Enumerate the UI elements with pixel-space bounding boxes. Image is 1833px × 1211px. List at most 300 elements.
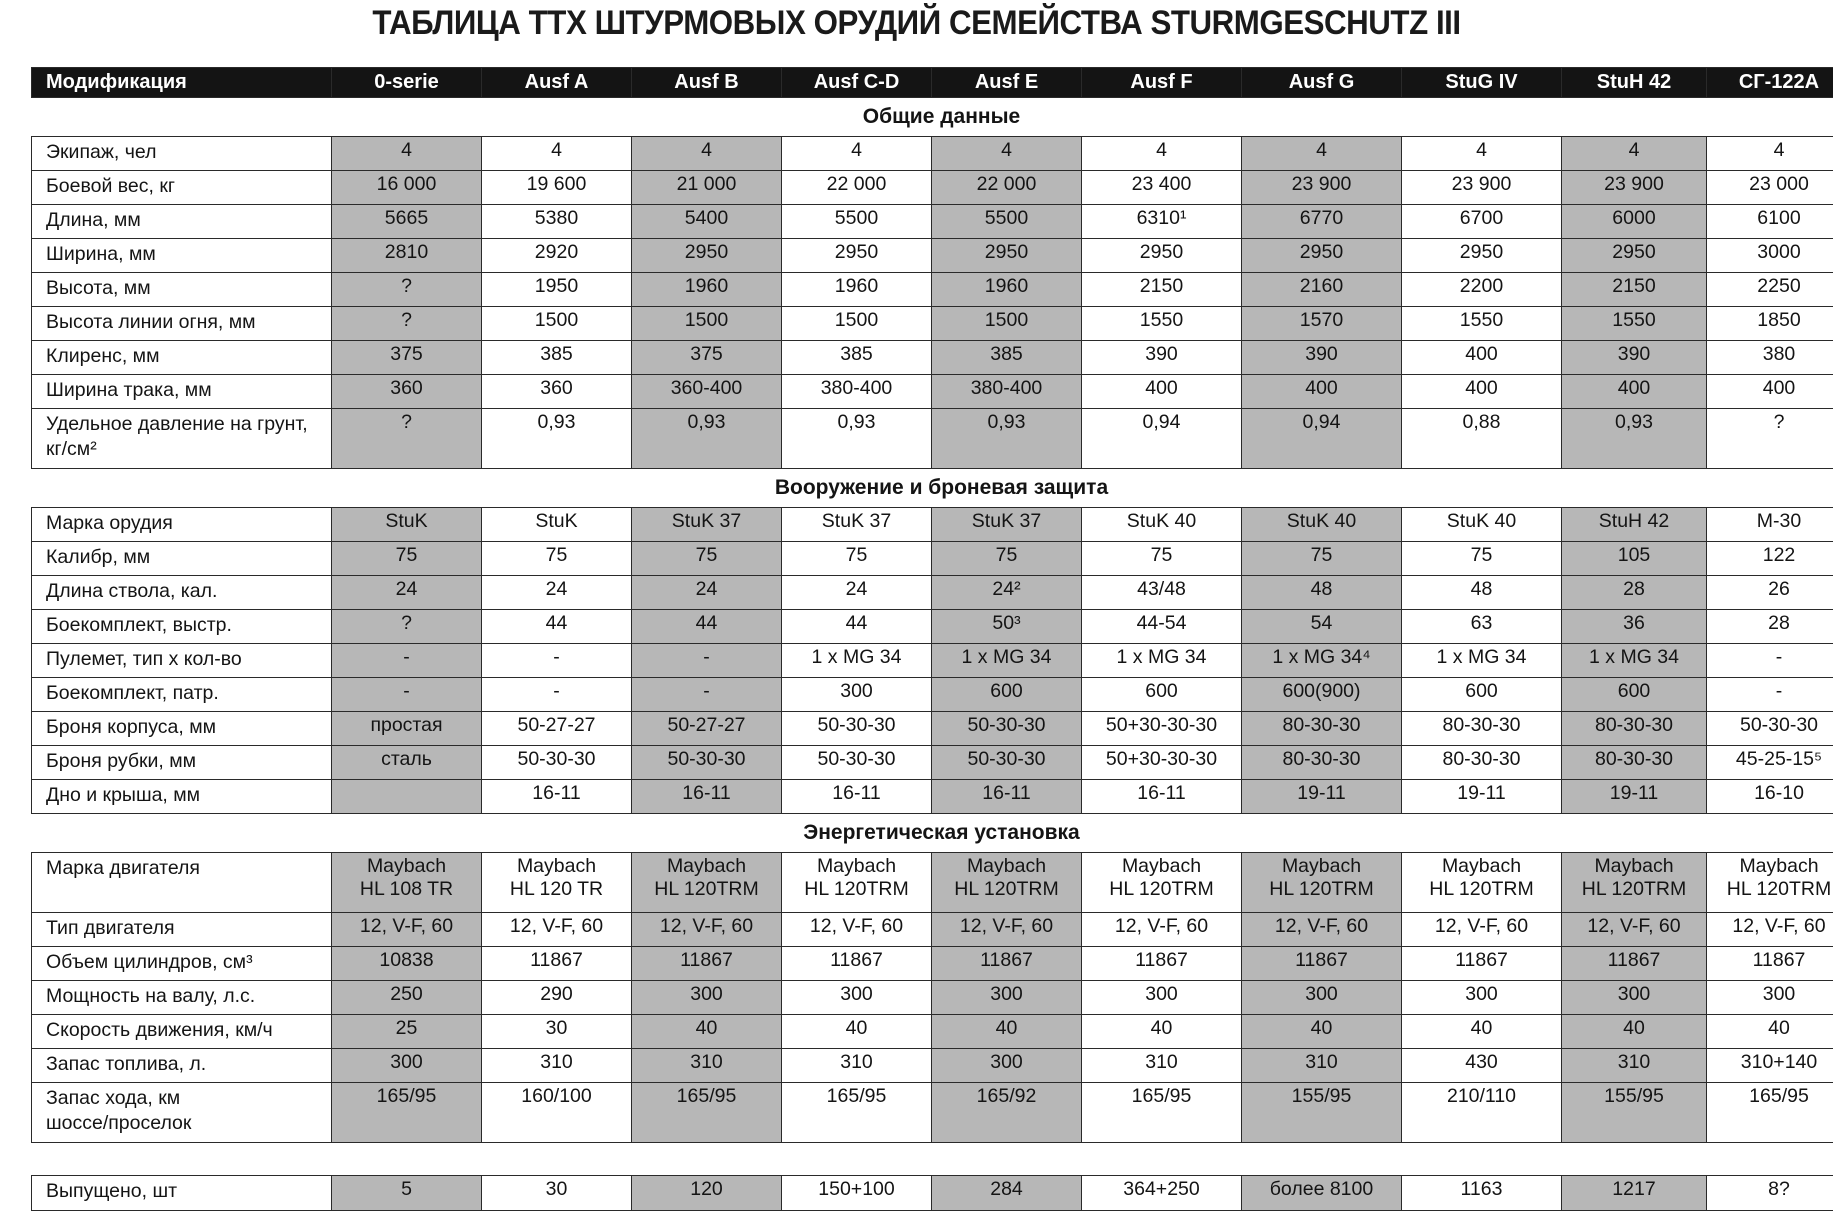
table-cell: 300 [1082, 981, 1242, 1015]
table-cell: 5500 [782, 205, 932, 239]
table-cell: 400 [1402, 375, 1562, 409]
table-cell: ? [332, 610, 482, 644]
table-cell: StuK [482, 508, 632, 542]
table-body [32, 98, 1833, 1211]
table-cell: 26 [1707, 576, 1833, 610]
table-cell: 75 [782, 542, 932, 576]
table-cell: 1 x MG 34 [782, 644, 932, 678]
table-cell: Maybach HL 120TRM [1242, 853, 1402, 913]
table-cell: 600 [1562, 678, 1707, 712]
table-cell: 12, V-F, 60 [1242, 913, 1402, 947]
table-cell: 24 [482, 576, 632, 610]
table-cell: StuK 40 [1402, 508, 1562, 542]
table-cell: 16-11 [632, 780, 782, 814]
header-column: СГ-122А [1707, 68, 1833, 98]
table-cell: 250 [332, 981, 482, 1015]
header-column: StuH 42 [1562, 68, 1707, 98]
table-cell: 23 400 [1082, 171, 1242, 205]
table-row [32, 981, 1833, 1015]
table-cell: 155/95 [1242, 1083, 1402, 1143]
header-column: Ausf C-D [782, 68, 932, 98]
table-cell: 44 [482, 610, 632, 644]
table-cell: - [1707, 678, 1833, 712]
table-row [32, 508, 1833, 542]
row-label: Тип двигателя [32, 913, 332, 947]
row-label: Ширина, мм [32, 239, 332, 273]
table-cell: 6770 [1242, 205, 1402, 239]
table-cell: 600 [932, 678, 1082, 712]
table-cell: 50+30-30-30 [1082, 712, 1242, 746]
table-cell: 2950 [1402, 239, 1562, 273]
table-cell: 12, V-F, 60 [1562, 913, 1707, 947]
table-cell: 600 [1402, 678, 1562, 712]
table-cell: 4 [632, 137, 782, 171]
section-header-row [32, 814, 1833, 853]
table-cell: 19-11 [1562, 780, 1707, 814]
table-cell: 22 000 [782, 171, 932, 205]
table-cell: 300 [632, 981, 782, 1015]
table-cell: 2950 [1562, 239, 1707, 273]
table-cell: 390 [1562, 341, 1707, 375]
table-cell: 11867 [1242, 947, 1402, 981]
row-label: Дно и крыша, мм [32, 780, 332, 814]
table-row [32, 239, 1833, 273]
table-cell: 22 000 [932, 171, 1082, 205]
table-cell: 50-27-27 [482, 712, 632, 746]
table-cell: 50-30-30 [1707, 712, 1833, 746]
table-cell: 4 [782, 137, 932, 171]
table-cell: Maybach HL 108 TR [332, 853, 482, 913]
table-cell: 6100 [1707, 205, 1833, 239]
table-cell: 40 [1242, 1015, 1402, 1049]
table-cell: Maybach HL 120TRM [632, 853, 782, 913]
table-cell: 5400 [632, 205, 782, 239]
table-cell: более 8100 [1242, 1176, 1402, 1211]
table-cell: 1500 [782, 307, 932, 341]
table-cell: 1960 [632, 273, 782, 307]
table-row [32, 712, 1833, 746]
row-label: Боевой вес, кг [32, 171, 332, 205]
row-label: Высота линии огня, мм [32, 307, 332, 341]
table-cell: 4 [1707, 137, 1833, 171]
table-header-row [32, 68, 1833, 98]
section-title: Энергетическая установка [32, 814, 1833, 853]
header-column: Ausf E [932, 68, 1082, 98]
table-cell: 290 [482, 981, 632, 1015]
table-cell: 16-11 [482, 780, 632, 814]
table-cell: 2920 [482, 239, 632, 273]
row-label: Высота, мм [32, 273, 332, 307]
table-cell: 310+140 [1707, 1049, 1833, 1083]
table-cell: 300 [332, 1049, 482, 1083]
table-row [32, 780, 1833, 814]
table-cell: 44 [782, 610, 932, 644]
table-row [32, 307, 1833, 341]
table-cell: 8? [1707, 1176, 1833, 1211]
table-cell: - [332, 678, 482, 712]
table-cell: 385 [782, 341, 932, 375]
row-label: Мощность на валу, л.с. [32, 981, 332, 1015]
table-cell: 1500 [482, 307, 632, 341]
table-row [32, 1015, 1833, 1049]
table-cell: 364+250 [1082, 1176, 1242, 1211]
table-cell: 380-400 [932, 375, 1082, 409]
section-header-row [32, 469, 1833, 508]
table-row [32, 409, 1833, 469]
table-cell: 1550 [1082, 307, 1242, 341]
table-cell: 4 [1242, 137, 1402, 171]
table-cell: 2150 [1562, 273, 1707, 307]
table-cell: 43/48 [1082, 576, 1242, 610]
table-cell: 19-11 [1402, 780, 1562, 814]
table-cell: 48 [1402, 576, 1562, 610]
table-cell: 400 [1707, 375, 1833, 409]
table-cell: 1550 [1562, 307, 1707, 341]
header-column: Ausf B [632, 68, 782, 98]
table-cell: 50-30-30 [932, 746, 1082, 780]
row-label: Запас хода, км шоссе/проселок [32, 1083, 332, 1143]
table-cell: 310 [482, 1049, 632, 1083]
table-cell: 80-30-30 [1242, 712, 1402, 746]
table-cell: 23 900 [1242, 171, 1402, 205]
table-cell: 12, V-F, 60 [482, 913, 632, 947]
table-cell: 16-11 [932, 780, 1082, 814]
table-cell: 122 [1707, 542, 1833, 576]
table-cell: 150+100 [782, 1176, 932, 1211]
table-cell: StuK 40 [1082, 508, 1242, 542]
table-cell: 300 [1707, 981, 1833, 1015]
table-cell: 6310¹ [1082, 205, 1242, 239]
table-cell: 24 [332, 576, 482, 610]
table-cell: - [482, 678, 632, 712]
table-cell: 23 900 [1562, 171, 1707, 205]
table-cell: 1163 [1402, 1176, 1562, 1211]
table-cell: простая [332, 712, 482, 746]
row-label: Броня рубки, мм [32, 746, 332, 780]
table-cell: 385 [482, 341, 632, 375]
header-label-column: Модификация [32, 68, 332, 98]
table-cell: 1500 [932, 307, 1082, 341]
table-cell: 80-30-30 [1402, 712, 1562, 746]
table-cell: 360-400 [632, 375, 782, 409]
table-cell: 400 [1562, 375, 1707, 409]
row-label: Скорость движения, км/ч [32, 1015, 332, 1049]
table-cell: 385 [932, 341, 1082, 375]
table-cell: 2160 [1242, 273, 1402, 307]
table-cell: 75 [1402, 542, 1562, 576]
table-cell: ? [1707, 409, 1833, 469]
table-cell: 75 [482, 542, 632, 576]
table-cell: 2150 [1082, 273, 1242, 307]
table-cell: 1 x MG 34 [1082, 644, 1242, 678]
table-cell: 1960 [782, 273, 932, 307]
table-cell: StuK [332, 508, 482, 542]
table-cell: 50-30-30 [932, 712, 1082, 746]
table-cell: 16-10 [1707, 780, 1833, 814]
table-cell: 50+30-30-30 [1082, 746, 1242, 780]
table-cell: 5 [332, 1176, 482, 1211]
table-row [32, 542, 1833, 576]
table-cell: 1 x MG 34 [932, 644, 1082, 678]
table-cell: 80-30-30 [1562, 746, 1707, 780]
table-cell: сталь [332, 746, 482, 780]
table-row [32, 610, 1833, 644]
row-label: Боекомплект, выстр. [32, 610, 332, 644]
table-cell: 11867 [1707, 947, 1833, 981]
table-row [32, 341, 1833, 375]
table-cell: 4 [1562, 137, 1707, 171]
table-cell: 600 [1082, 678, 1242, 712]
table-row [32, 746, 1833, 780]
table-cell: 0,94 [1242, 409, 1402, 469]
table-cell: 45-25-15⁵ [1707, 746, 1833, 780]
table-cell: 11867 [1562, 947, 1707, 981]
table-cell: 300 [782, 678, 932, 712]
table-cell: 25 [332, 1015, 482, 1049]
table-cell: StuK 37 [782, 508, 932, 542]
table-cell: 40 [632, 1015, 782, 1049]
table-cell: 165/92 [932, 1083, 1082, 1143]
table-cell: StuK 40 [1242, 508, 1402, 542]
table-cell: 12, V-F, 60 [782, 913, 932, 947]
table-cell: 11867 [1082, 947, 1242, 981]
table-cell: 165/95 [782, 1083, 932, 1143]
table-cell: 12, V-F, 60 [932, 913, 1082, 947]
table-cell: 2950 [632, 239, 782, 273]
table-cell: 284 [932, 1176, 1082, 1211]
table-cell: 11867 [782, 947, 932, 981]
table-cell: 310 [1082, 1049, 1242, 1083]
table-cell: 11867 [1402, 947, 1562, 981]
table-cell: 5500 [932, 205, 1082, 239]
table-cell: 400 [1082, 375, 1242, 409]
table-cell: 44-54 [1082, 610, 1242, 644]
table-cell: 30 [482, 1015, 632, 1049]
table-cell: 11867 [482, 947, 632, 981]
table-cell: 4 [482, 137, 632, 171]
table-cell: 2950 [1242, 239, 1402, 273]
table-cell: 0,93 [932, 409, 1082, 469]
table-row [32, 171, 1833, 205]
table-row [32, 1083, 1833, 1143]
table-row [32, 678, 1833, 712]
section-header-row [32, 98, 1833, 137]
table-cell: 0,93 [782, 409, 932, 469]
table-cell: Maybach HL 120 TR [482, 853, 632, 913]
table-cell: 24² [932, 576, 1082, 610]
table-cell: 44 [632, 610, 782, 644]
row-label: Броня корпуса, мм [32, 712, 332, 746]
row-label: Клиренс, мм [32, 341, 332, 375]
table-cell: 310 [1562, 1049, 1707, 1083]
table-cell: 2950 [932, 239, 1082, 273]
table-cell: 24 [782, 576, 932, 610]
table-cell: 75 [1242, 542, 1402, 576]
table-cell: 0,88 [1402, 409, 1562, 469]
table-cell: 360 [482, 375, 632, 409]
table-cell: 165/95 [632, 1083, 782, 1143]
table-row [32, 947, 1833, 981]
table-cell: 155/95 [1562, 1083, 1707, 1143]
table-cell: 0,94 [1082, 409, 1242, 469]
table-cell: М-30 [1707, 508, 1833, 542]
row-label: Пулемет, тип х кол-во [32, 644, 332, 678]
table-cell: 375 [332, 341, 482, 375]
table-cell: 600(900) [1242, 678, 1402, 712]
table-cell: 2950 [1082, 239, 1242, 273]
table-cell: 430 [1402, 1049, 1562, 1083]
table-cell: 1 x MG 34⁴ [1242, 644, 1402, 678]
section-title: Вооружение и броневая защита [32, 469, 1833, 508]
table-row [32, 644, 1833, 678]
table-row [32, 913, 1833, 947]
table-row [32, 137, 1833, 171]
table-cell: 40 [1707, 1015, 1833, 1049]
table-cell: - [332, 644, 482, 678]
table-cell: Maybach HL 120TRM [1402, 853, 1562, 913]
table-cell: Maybach HL 120TRM [932, 853, 1082, 913]
table-cell: 6000 [1562, 205, 1707, 239]
header-column: Ausf G [1242, 68, 1402, 98]
table-cell: 380 [1707, 341, 1833, 375]
table-cell: - [1707, 644, 1833, 678]
table-cell: 300 [932, 1049, 1082, 1083]
table-cell: 2200 [1402, 273, 1562, 307]
table-cell: - [632, 644, 782, 678]
table-cell: 23 000 [1707, 171, 1833, 205]
row-label: Выпущено, шт [32, 1176, 332, 1211]
table-cell: ? [332, 307, 482, 341]
table-cell: 10838 [332, 947, 482, 981]
table-cell: 1960 [932, 273, 1082, 307]
table-cell: 40 [932, 1015, 1082, 1049]
row-label: Марка двигателя [32, 853, 332, 913]
row-label: Длина ствола, кал. [32, 576, 332, 610]
table-cell: 1 x MG 34 [1402, 644, 1562, 678]
table-row [32, 375, 1833, 409]
table-cell: - [482, 644, 632, 678]
row-label: Удельное давление на грунт, кг/см² [32, 409, 332, 469]
table-cell: 1500 [632, 307, 782, 341]
table-cell: 50-30-30 [482, 746, 632, 780]
table-row [32, 1176, 1833, 1211]
table-cell: ? [332, 273, 482, 307]
table-cell: 12, V-F, 60 [332, 913, 482, 947]
table-cell: 21 000 [632, 171, 782, 205]
table-cell: 40 [1562, 1015, 1707, 1049]
table-cell: 24 [632, 576, 782, 610]
table-cell: 23 900 [1402, 171, 1562, 205]
table-cell: 375 [632, 341, 782, 375]
specs-table-container [31, 67, 1831, 1211]
table-cell: 0,93 [632, 409, 782, 469]
table-cell: 80-30-30 [1402, 746, 1562, 780]
table-cell: 3000 [1707, 239, 1833, 273]
specs-table [31, 67, 1833, 1211]
table-cell: 300 [1402, 981, 1562, 1015]
row-label: Длина, мм [32, 205, 332, 239]
table-cell: 50-30-30 [632, 746, 782, 780]
spacer-row [32, 1143, 1833, 1176]
table-cell: 165/95 [1082, 1083, 1242, 1143]
row-label: Калибр, мм [32, 542, 332, 576]
header-column: StuG IV [1402, 68, 1562, 98]
table-cell: 310 [632, 1049, 782, 1083]
row-label: Боекомплект, патр. [32, 678, 332, 712]
table-cell: StuK 37 [932, 508, 1082, 542]
table-cell: 1 x MG 34 [1562, 644, 1707, 678]
table-cell: 50-30-30 [782, 746, 932, 780]
table-cell: 2810 [332, 239, 482, 273]
table-cell: 12, V-F, 60 [632, 913, 782, 947]
table-cell: 4 [932, 137, 1082, 171]
table-cell: 400 [1242, 375, 1402, 409]
table-cell: 1850 [1707, 307, 1833, 341]
table-cell: 50³ [932, 610, 1082, 644]
table-cell: 30 [482, 1176, 632, 1211]
table-cell: 63 [1402, 610, 1562, 644]
table-cell: 360 [332, 375, 482, 409]
row-label: Экипаж, чел [32, 137, 332, 171]
table-cell: 1550 [1402, 307, 1562, 341]
table-cell: 75 [632, 542, 782, 576]
table-cell: StuK 37 [632, 508, 782, 542]
table-cell: 75 [932, 542, 1082, 576]
table-cell: 2250 [1707, 273, 1833, 307]
table-cell: 120 [632, 1176, 782, 1211]
table-cell: 54 [1242, 610, 1402, 644]
table-row [32, 576, 1833, 610]
table-cell: 0,93 [1562, 409, 1707, 469]
table-cell: 12, V-F, 60 [1402, 913, 1562, 947]
table-cell: 1217 [1562, 1176, 1707, 1211]
table-cell: 28 [1707, 610, 1833, 644]
table-cell: 300 [1242, 981, 1402, 1015]
table-cell: 300 [932, 981, 1082, 1015]
table-row [32, 853, 1833, 913]
table-cell: 2950 [782, 239, 932, 273]
row-label: Объем цилиндров, см³ [32, 947, 332, 981]
table-cell: - [632, 678, 782, 712]
table-cell: 12, V-F, 60 [1707, 913, 1833, 947]
header-column: 0-serie [332, 68, 482, 98]
table-cell: 300 [782, 981, 932, 1015]
row-label: Ширина трака, мм [32, 375, 332, 409]
table-cell: 160/100 [482, 1083, 632, 1143]
table-cell: 1950 [482, 273, 632, 307]
table-cell: 40 [1082, 1015, 1242, 1049]
table-cell: 75 [332, 542, 482, 576]
section-title: Общие данные [32, 98, 1833, 137]
table-row [32, 205, 1833, 239]
table-cell: 16-11 [1082, 780, 1242, 814]
table-cell: 12, V-F, 60 [1082, 913, 1242, 947]
table-row [32, 273, 1833, 307]
table-cell: 16 000 [332, 171, 482, 205]
table-cell: 50-27-27 [632, 712, 782, 746]
table-cell: 11867 [932, 947, 1082, 981]
table-cell: 165/95 [332, 1083, 482, 1143]
table-cell: 400 [1402, 341, 1562, 375]
table-cell: Maybach HL 120TRM [782, 853, 932, 913]
page-title: ТАБЛИЦА ТТХ ШТУРМОВЫХ ОРУДИЙ СЕМЕЙСТВА STURMGESCHUTZ III [73, 4, 1759, 43]
table-cell: 50-30-30 [782, 712, 932, 746]
table-cell: 36 [1562, 610, 1707, 644]
table-cell: 19 600 [482, 171, 632, 205]
table-cell: 4 [1082, 137, 1242, 171]
table-cell: ? [332, 409, 482, 469]
table-cell: 300 [1562, 981, 1707, 1015]
